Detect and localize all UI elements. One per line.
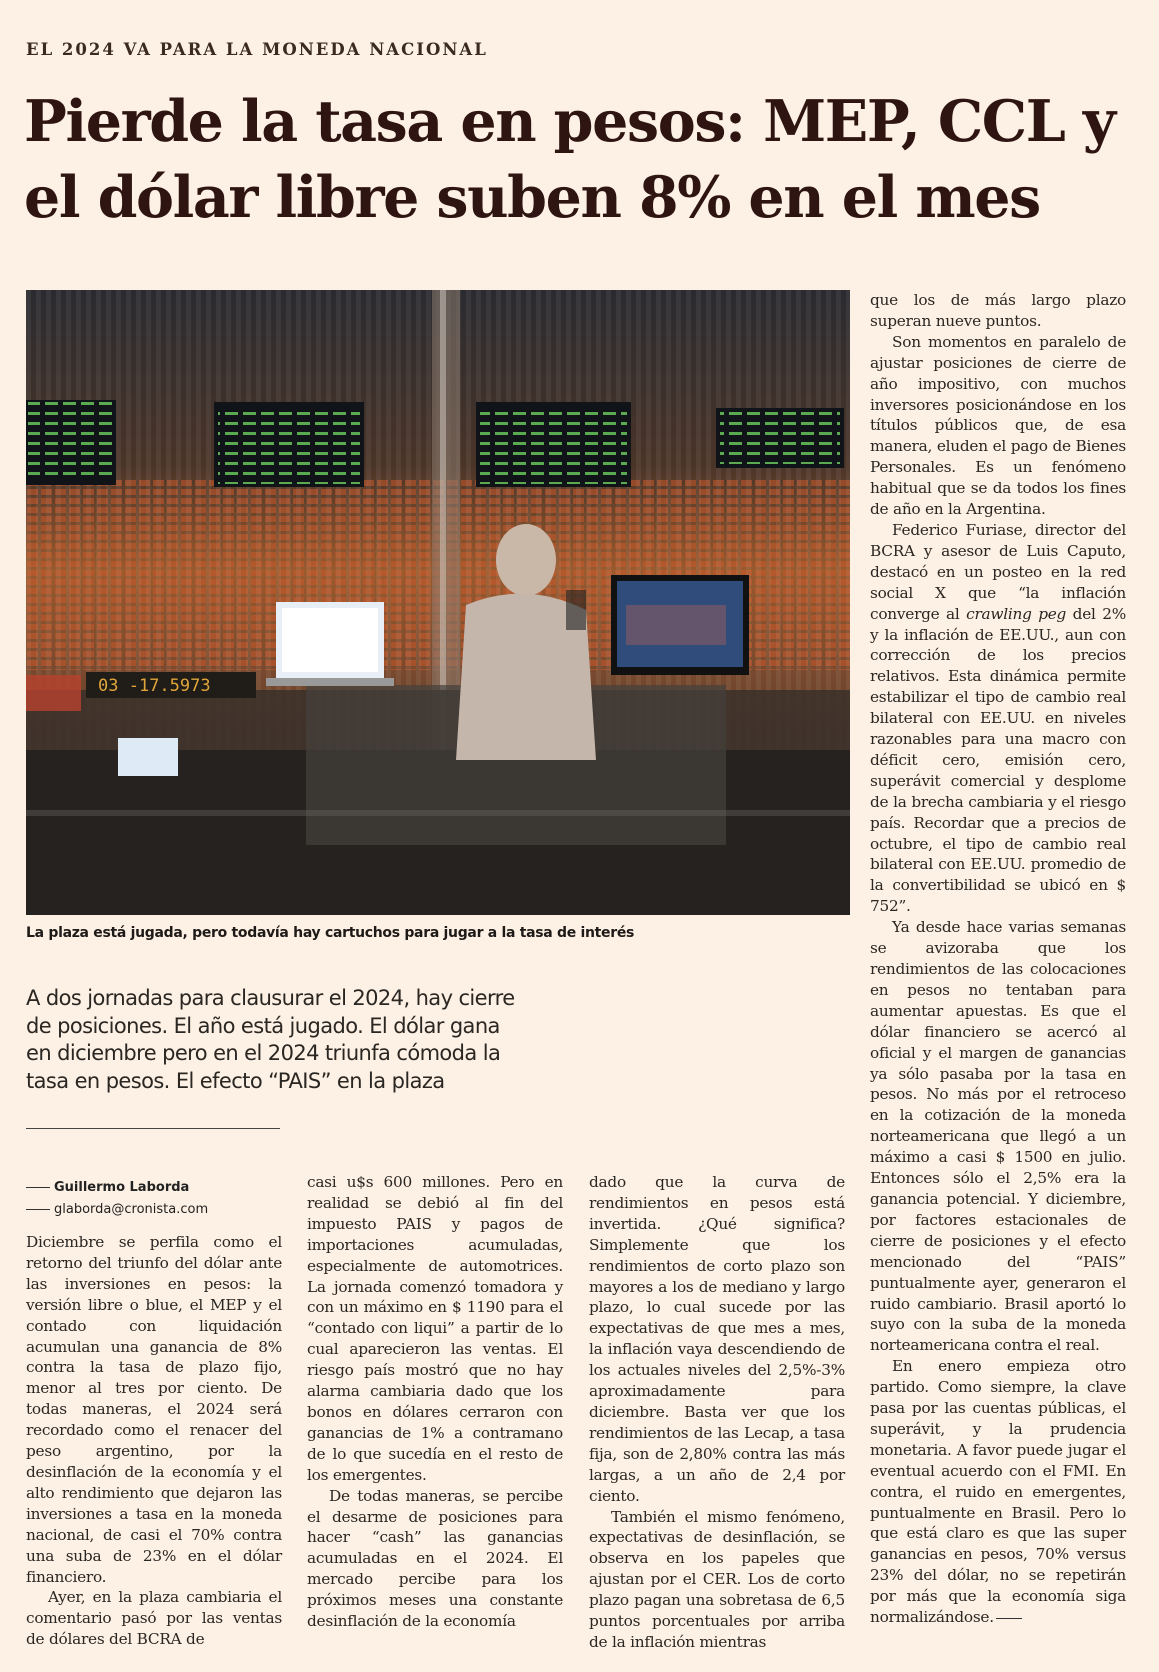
- closing-text: En enero empieza otro partido. Como siempre, la clave pasa por las cuentas públicas, el superávit, y la prudencia monetaria. A favor puede jugar el eventual acuerdo con el FMI. En contra, el ruido en emergentes, puntualmente en Brasil. Pero lo que está claro es que las super ganancias en pesos, 70% versus 23% del dólar, no se repetirán por más que la economía siga normalizándose.: [870, 1357, 1126, 1627]
- paragraph: También el mismo fenómeno, expectativas de desinflación, se observa en los papeles que ajustan por el CER. Los de corto plazo pagan una sobretasa de 6,5 puntos porcentuales por arriba de la inflación mientras: [589, 1507, 845, 1651]
- summary-divider: [26, 1128, 280, 1129]
- quote-text: Federico Furiase, director del BCRA y asesor de Luis Caputo, destacó en un posteo en la red social X que “la inflación converge al: [870, 520, 1126, 623]
- body-column-3: [589, 1172, 845, 1653]
- paragraph: que los de más largo plazo superan nueve puntos.: [870, 291, 1126, 330]
- byline-dash: [26, 1209, 50, 1210]
- body-column-1: [26, 1232, 282, 1650]
- paragraph: dado que la curva de rendimientos en pesos está invertida. ¿Qué significa? Simplemente que los rendimientos de corto plazo son mayores a los de mediano y largo plazo, lo cual sucede por las expectativas de que mes a mes, la inflación vaya descendiendo de los actuales niveles del 2,5%-3% aproximadamente para diciembre. Basta ver que los rendimientos de las Lecap, a tasa fija, son de 2,80% contra las más largas, a un año de 2,4 por ciento.: [589, 1173, 845, 1505]
- byline-dash: [26, 1187, 50, 1188]
- author-email: glaborda@cronista.com: [54, 1201, 209, 1217]
- end-mark: [996, 1618, 1022, 1619]
- paragraph: De todas maneras, se percibe el desarme de posiciones para hacer “cash” las ganancias acumuladas en el 2024. El mercado percibe para los próximos meses una constante desinflación de la economía: [307, 1486, 563, 1631]
- byline-author-row: [26, 1176, 208, 1198]
- trading-floor-photo: [26, 290, 850, 915]
- paragraph: casi u$s 600 millones. Pero en realidad se debió al fin del impuesto PAIS y pagos de importaciones acumuladas, especialmente de automotrices. La jornada comenzó tomadora y con un máximo en $ 1190 para el “contado con liqui” a partir de lo cual aparecieron las ventas. El riesgo país mostró que no hay alarma cambiaria dado que los bonos en dólares cerraron con ganancias de 1% a contramano de lo que sucedía en el resto de los emergentes.: [307, 1173, 563, 1484]
- byline-email-row: [26, 1198, 208, 1220]
- body-column-4: [870, 290, 1126, 1628]
- paragraph: Son momentos en paralelo de ajustar posiciones de cierre de año impositivo, con muchos inversores posicionándose en los títulos públicos que, de esa manera, eluden el pago de Bienes Personales. Es un fenómeno habitual que se da todos los fines de año en la Argentina.: [870, 332, 1126, 519]
- paragraph: [870, 1356, 1126, 1628]
- paragraph: Ayer, en la plaza cambiaria el comentario pasó por las ventas de dólares del BCRA de: [26, 1588, 282, 1649]
- photo-caption: La plaza está jugada, pero todavía hay cartuchos para jugar a la tasa de interés: [26, 925, 635, 941]
- photo-illustration: [26, 290, 850, 915]
- kicker: EL 2024 VA PARA LA MONEDA NACIONAL: [26, 40, 488, 59]
- headline-line-1: Pierde la tasa en pesos: MEP, CCL y: [24, 88, 1115, 155]
- paragraph: Ya desde hace varias semanas se avizoraba que los rendimientos de las colocaciones en pesos no tentaban para aumentar apuestas. Es que el dólar financiero se acercó al oficial y el margen de ganancias ya sólo pasaba por la tasa en pesos. No más por el retroceso en la cotización de la moneda norteamericana que llegó a un máximo a casi $ 1500 en julio. Entonces sólo el 2,5% era la ganancia potencial. Y diciembre, por factores estacionales de cierre de posiciones y el efecto mencionado del “PAIS” puntualmente ayer, generaron el ruido cambiario. Brasil aportó lo suyo con la suba de la moneda norteamericana contra el real.: [870, 918, 1126, 1355]
- quote-text: del 2% y la inflación de EE.UU., aun con corrección de los precios relativos. Esta dinámica permite estabilizar el tipo de cambio real bilateral con EE.UU. en niveles razonables para una macro con déficit cero, emisión cero, superávit comercial y desplome de la brecha cambiaria y el riesgo país. Recordar que a precios de octubre, el tipo de cambio real bilateral con EE.UU. promedio de la convertibilidad se ubicó en $ 752”.: [870, 604, 1126, 916]
- headline: [24, 84, 1139, 236]
- paragraph: [870, 520, 1126, 917]
- paragraph: Diciembre se perfila como el retorno del triunfo del dólar ante las inversiones en pesos: la versión libre o blue, el MEP y el contado con liquidación acumulan una ganancia de 8% contra la tasa de plazo fijo, menor al tres por ciento. De todas maneras, el 2024 será recordado como el renacer del peso argentino, por la desinflación de la economía y el alto rendimiento que dejaron las inversiones a tasa en la moneda nacional, de casi el 70% contra una suba de 23% en el dólar financiero.: [26, 1233, 282, 1586]
- byline: [26, 1176, 208, 1220]
- headline-line-2: el dólar libre suben 8% en el mes: [24, 164, 1040, 231]
- author-name: Guillermo Laborda: [54, 1179, 190, 1195]
- body-column-2: [307, 1172, 563, 1632]
- summary: A dos jornadas para clausurar el 2024, hay cierre de posiciones. El año está jugado. El dólar gana en diciembre pero en el 2024 triunfa cómoda la tasa en pesos. El efecto “PAIS” en la plaza: [26, 986, 515, 1093]
- quote-italic-term: crawling peg: [966, 604, 1067, 623]
- ticker-readout: 03 -17.5973: [98, 676, 211, 696]
